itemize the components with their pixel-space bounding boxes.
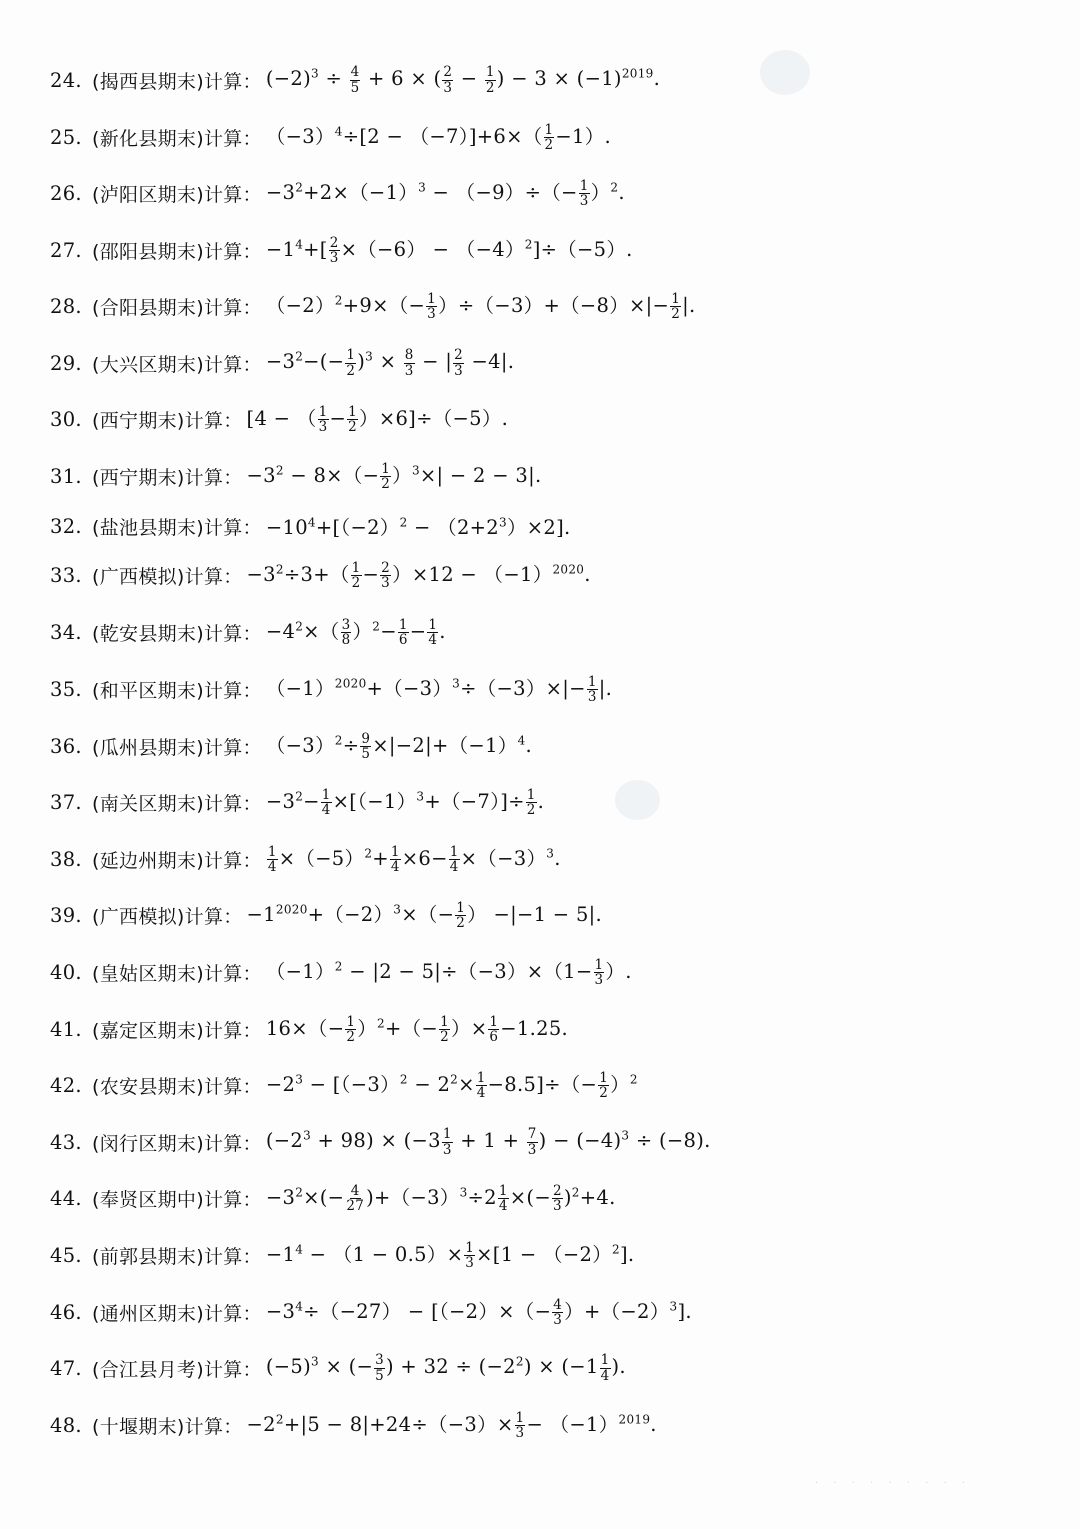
problem-number: 35.: [50, 677, 82, 701]
problem-33: [50, 555, 1050, 595]
problem-source: (大兴区期末): [92, 353, 204, 376]
expression: $(-2)^3$ ÷ $\frac{4}{5}$ + 6 × ( $\frac{2}{3}$ − $\frac{1}{2}$ ) − $3 \times (-1)^{2019}$.: [265, 64, 661, 96]
expression: 16×（− $\frac{1}{2}$ ）$^2$+（− $\frac{1}{2}$ ）× $\frac{1}{6}$ −1.25.: [265, 1014, 569, 1046]
problem-label: 计算：: [203, 127, 262, 150]
problem-number: 34.: [50, 620, 82, 644]
problem-source: (西宁期末): [92, 466, 185, 489]
problem-source: (和平区期末): [92, 679, 204, 702]
problem-label: 计算：: [203, 353, 262, 376]
scan-dots: · · · · · · · · ·: [815, 1478, 972, 1489]
problem-number: 46.: [50, 1300, 82, 1324]
problem-source: (农安县期末): [92, 1075, 204, 1098]
expression: $-3^2+2\times(-1)^3 - (-9)\div(-$ $\frac{1}{3}$ ）$^2$.: [265, 178, 625, 210]
problem-source: (新化县期末): [92, 127, 204, 150]
problem-source: (合阳县期末): [92, 296, 204, 319]
problem-37: [50, 782, 1050, 822]
problem-31: [50, 456, 1050, 496]
problem-38: [50, 839, 1050, 879]
problem-number: 31.: [50, 464, 82, 488]
problem-label: 计算：: [184, 905, 243, 928]
expression: $-2^2+|5 - 8|+24\div(-3)\times$ $\frac{1}{3}$ − $(-1)^{2019}$.: [246, 1410, 657, 1442]
problem-number: 37.: [50, 790, 82, 814]
problem-44: [50, 1178, 1050, 1218]
problem-source: (南关区期末): [92, 792, 204, 815]
expression: $-3^2\div 3+$（ $\frac{1}{2}$ − $\frac{2}{3}$ ）$\times 12 - (-1)^{2020}$.: [246, 560, 591, 592]
problem-label: 计算：: [203, 849, 262, 872]
problem-42: [50, 1065, 1050, 1105]
problem-source: (广西模拟): [92, 905, 185, 928]
problem-label: 计算：: [184, 1415, 243, 1438]
problem-27: [50, 230, 1050, 270]
problem-number: 26.: [50, 181, 82, 205]
problem-30: [50, 399, 1050, 439]
problem-source: (揭西县期末): [92, 70, 204, 93]
problem-source: (乾安县期末): [92, 622, 204, 645]
expression: $(-3)^4\div[2 - (-7)]+6\times$（ $\frac{1}{2}$ −1）.: [265, 122, 612, 154]
problem-source: (前郭县期末): [92, 1245, 204, 1268]
problem-45: [50, 1235, 1050, 1275]
problem-label: 计算：: [203, 1302, 262, 1325]
problem-label: 计算：: [203, 296, 262, 319]
problem-label: 计算：: [184, 466, 243, 489]
expression: $-4^2\times$（ $\frac{3}{8}$ ）$^2$− $\frac{1}{6}$ − $\frac{1}{4}$ .: [265, 617, 446, 649]
problem-label: 计算：: [203, 1188, 262, 1211]
problem-32: [50, 506, 1050, 546]
problem-number: 32.: [50, 514, 82, 538]
problem-35: [50, 669, 1050, 709]
problem-source: (嘉定区期末): [92, 1019, 204, 1042]
problem-number: 41.: [50, 1017, 82, 1041]
problem-label: 计算：: [203, 70, 262, 93]
problem-label: 计算：: [203, 1132, 262, 1155]
problem-46: [50, 1292, 1050, 1332]
problem-source: (西宁期末): [92, 409, 185, 432]
problem-number: 28.: [50, 294, 82, 318]
problem-number: 30.: [50, 407, 82, 431]
problem-source: (泸阳区期末): [92, 183, 204, 206]
problem-source: (瓜州县期末): [92, 736, 204, 759]
problem-source: (通州区期末): [92, 1302, 204, 1325]
problem-number: 27.: [50, 238, 82, 262]
problem-source: (闵行区期末): [92, 1132, 204, 1155]
problem-39: [50, 895, 1050, 935]
problem-24: [50, 60, 1050, 100]
problem-25: [50, 117, 1050, 157]
expression: $(-3)^2\div$ $\frac{9}{5}$ $\times|-2|+(-1)^4$.: [265, 731, 533, 763]
problem-40: [50, 952, 1050, 992]
problem-source: (邵阳县期末): [92, 240, 204, 263]
problem-source: (奉贤区期中): [92, 1188, 204, 1211]
problem-29: [50, 343, 1050, 383]
problem-41: [50, 1009, 1050, 1049]
expression: $-3^4\div(-27) - [(-2)\times(-$ $\frac{4}{3}$ ）$+(-2)^3$].: [265, 1297, 692, 1329]
problem-36: [50, 726, 1050, 766]
problem-number: 24.: [50, 68, 82, 92]
expression: $-1^{2020}+(-2)^3\times(-$ $\frac{1}{2}$ ） −|−1 − 5|.: [246, 900, 603, 932]
expression: $-3^2-$ $\frac{1}{4}$ $\times[(-1)^3+(-7)]\div$ $\frac{1}{2}$ .: [265, 787, 545, 819]
expression: $-1^4+$[ $\frac{2}{3}$ $\times(-6) - (-4)^2]\div(-5)$.: [265, 235, 633, 267]
problem-48: [50, 1405, 1050, 1445]
problem-number: 44.: [50, 1186, 82, 1210]
problem-26: [50, 173, 1050, 213]
problem-label: 计算：: [203, 516, 262, 539]
problem-label: 计算：: [203, 792, 262, 815]
problem-label: 计算：: [203, 1245, 262, 1268]
expression: $-3^2\times(-$ $\frac{4}{27}$ )$+(-3)^3\div 2$ $\frac{1}{4}$ ×(− $\frac{2}{3}$ )$^2$+4.: [265, 1183, 616, 1215]
problem-source: (皇姑区期末): [92, 962, 204, 985]
problem-label: 计算：: [203, 183, 262, 206]
problem-43: [50, 1122, 1050, 1162]
problem-number: 36.: [50, 734, 82, 758]
expression: $-3^2 - 8\times(-$ $\frac{1}{2}$ ）$^3$×| − 2 − 3|.: [246, 461, 542, 493]
expression: $\frac{1}{4}$ $\times(-5)^2+$ $\frac{1}{4}$ ×6− $\frac{1}{4}$ $\times(-3)^3$.: [267, 844, 561, 876]
problem-label: 计算：: [203, 240, 262, 263]
expression: $(-1)^{2020}+(-3)^3\div(-3)\times|-$ $\frac{1}{3}$ |.: [265, 674, 613, 706]
problem-number: 38.: [50, 847, 82, 871]
problem-label: 计算：: [203, 736, 262, 759]
problem-28: [50, 286, 1050, 326]
problem-label: 计算：: [203, 622, 262, 645]
problem-label: 计算：: [203, 1075, 262, 1098]
expression: $-3^2-(-$ $\frac{1}{2}$ )$^3$ × $\frac{8}{3}$ − | $\frac{2}{3}$ −4|.: [265, 347, 515, 379]
problem-number: 25.: [50, 125, 82, 149]
problem-source: (十堰期末): [92, 1415, 185, 1438]
problem-number: 47.: [50, 1356, 82, 1380]
problem-source: (延边州期末): [92, 849, 204, 872]
expression: $-1^4 - (1 - 0.5)\times$ $\frac{1}{3}$ $\times[1 - (-2)^2]$.: [265, 1240, 635, 1272]
problem-label: 计算：: [184, 409, 243, 432]
expression: $-10^4+[(-2)^2 - (2+2^3)\times 2]$.: [265, 515, 571, 539]
expression: $(-5)^3$ × (− $\frac{3}{5}$ ) + $32 \div (-2^2) \times (-1$ $\frac{1}{4}$ ).: [265, 1352, 626, 1384]
problem-label: 计算：: [203, 1358, 262, 1381]
problem-number: 39.: [50, 903, 82, 927]
problem-34: [50, 612, 1050, 652]
problem-number: 42.: [50, 1073, 82, 1097]
expression: $-2^3 - [(-3)^2 - 2^2\times$ $\frac{1}{4}$ −8.5]÷（− $\frac{1}{2}$ ）$^2$: [265, 1070, 638, 1102]
problem-47: [50, 1348, 1050, 1388]
problem-number: 40.: [50, 960, 82, 984]
problem-number: 33.: [50, 563, 82, 587]
problem-source: (盐池县期末): [92, 516, 204, 539]
expression: $(-1)^2 - |2 - 5|\div(-3)\times(1-$ $\frac{1}{3}$ ）.: [265, 957, 632, 989]
expression: $(-2^3 + 98) \times (-3$ $\frac{1}{3}$ + 1 + $\frac{7}{3}$ ) − $(-4)^3 \div (-8)$.: [265, 1126, 711, 1158]
problem-number: 29.: [50, 351, 82, 375]
problem-number: 48.: [50, 1413, 82, 1437]
problem-number: 45.: [50, 1243, 82, 1267]
problem-label: 计算：: [203, 679, 262, 702]
problem-source: (广西模拟): [92, 565, 185, 588]
problem-source: (合江县月考): [92, 1358, 204, 1381]
expression: $(-2)^2+9\times(-$ $\frac{1}{3}$ ）÷（−3）+（−8）×|− $\frac{1}{2}$ |.: [265, 291, 696, 323]
problem-label: 计算：: [203, 962, 262, 985]
problem-label: 计算：: [203, 1019, 262, 1042]
problem-number: 43.: [50, 1130, 82, 1154]
expression: [4 − （ $\frac{1}{3}$ − $\frac{1}{2}$ ）×6]÷（−5）.: [246, 404, 509, 436]
problem-label: 计算：: [184, 565, 243, 588]
